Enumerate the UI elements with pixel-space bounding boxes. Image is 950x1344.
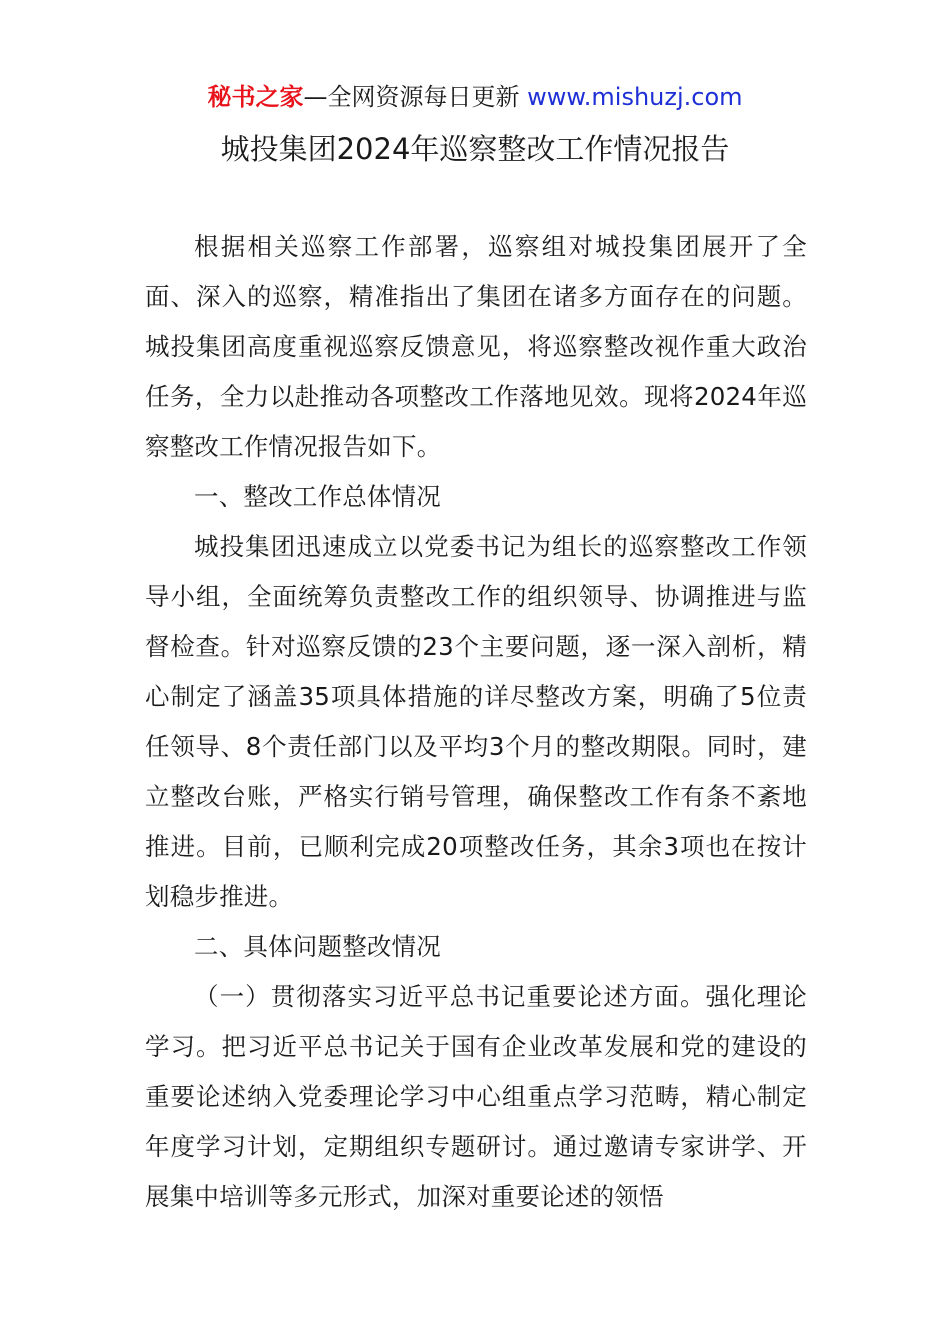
section-heading-specific: 二、具体问题整改情况: [194, 932, 441, 961]
site-header: [0, 80, 950, 114]
document-body: [145, 222, 807, 1222]
document-title: 城投集团2024年巡察整改工作情况报告: [220, 132, 730, 166]
section-heading-overall: 一、整改工作总体情况: [194, 482, 441, 511]
brand-name: 秘书之家: [207, 83, 304, 111]
site-url-link[interactable]: www.mishuzj.com: [527, 83, 743, 111]
intro-paragraph: 根据相关巡察工作部署，巡察组对城投集团展开了全面、深入的巡察，精准指出了集团在诸多方面存在的问题。城投集团高度重视巡察反馈意见，将巡察整改视作重大政治任务，全力以赴推动各项整改工作落地见效。现将2024年巡察整改工作情况报告如下。: [145, 232, 807, 461]
specific-paragraph: （一）贯彻落实习近平总书记重要论述方面。强化理论学习。把习近平总书记关于国有企业改革发展和党的建设的重要论述纳入党委理论学习中心组重点学习范畴，精心制定年度学习计划，定期组织专题研讨。通过邀请专家讲学、开展集中培训等多元形式，加深对重要论述的领悟: [145, 982, 807, 1211]
header-tagline: —全网资源每日更新: [303, 83, 528, 111]
overall-paragraph: 城投集团迅速成立以党委书记为组长的巡察整改工作领导小组，全面统筹负责整改工作的组织领导、协调推进与监督检查。针对巡察反馈的23个主要问题，逐一深入剖析，精心制定了涵盖35项具体措施的详尽整改方案，明确了5位责任领导、8个责任部门以及平均3个月的整改期限。同时，建立整改台账，严格实行销号管理，确保整改工作有条不紊地推进。目前，已顺利完成20项整改任务，其余3项也在按计划稳步推进。: [145, 532, 807, 911]
